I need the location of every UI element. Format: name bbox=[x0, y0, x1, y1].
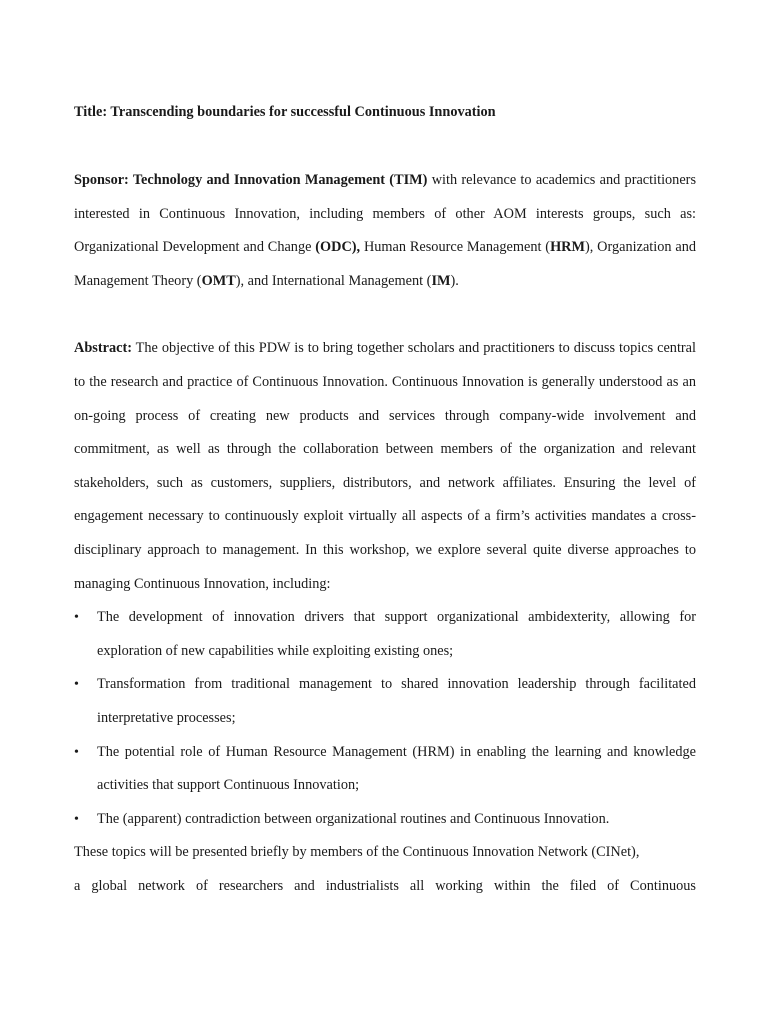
list-item bbox=[74, 736, 696, 803]
sponsor-odc: (ODC), bbox=[315, 239, 361, 256]
sponsor-text-2: Human Resource Management ( bbox=[360, 239, 551, 256]
document-page bbox=[74, 98, 696, 903]
bullet-icon: • bbox=[74, 677, 79, 693]
document-title bbox=[74, 98, 696, 126]
sponsor-label: Sponsor: Technology and Innovation Management (TIM) bbox=[74, 172, 428, 188]
list-item-text: The (apparent) contradiction between organizational routines and Continuous Innovation. bbox=[97, 810, 610, 827]
abstract-label: Abstract: bbox=[74, 340, 132, 357]
bullet-icon: • bbox=[74, 811, 79, 827]
list-item bbox=[74, 803, 696, 837]
sponsor-text-1: with relevance to academics and practitioners interested in Continuous Innovation, including members of other AOM interests groups, such as: Organizational Development and Change bbox=[74, 172, 697, 256]
sponsor-paragraph bbox=[74, 164, 696, 298]
sponsor-omt: OMT bbox=[201, 272, 236, 289]
sponsor-hrm: HRM bbox=[550, 239, 586, 256]
closing-line-1: These topics will be presented briefly by members of the Continuous Innovation Network (CINet), bbox=[74, 844, 640, 861]
sponsor-text-3: ), Organization and Management Theory ( bbox=[74, 239, 696, 289]
bullet-icon: • bbox=[74, 610, 79, 626]
list-item-text: The development of innovation drivers that support organizational ambidexterity, allowing for exploration of new capabilities while exploiting existing ones; bbox=[97, 609, 696, 659]
list-item-text: Transformation from traditional management to shared innovation leadership through facilitated interpretative processes; bbox=[97, 676, 696, 726]
abstract-paragraph bbox=[74, 332, 696, 601]
list-item bbox=[74, 601, 696, 668]
bullet-icon: • bbox=[74, 744, 79, 760]
title-label: Title: bbox=[74, 104, 108, 120]
closing-line-2: a global network of researchers and industrialists all working within the filed of Continuous bbox=[74, 877, 696, 894]
abstract-text: The objective of this PDW is to bring together scholars and practitioners to discuss topics central to the research and practice of Continuous Innovation. Continuous Innovation is generally understood as an on-going process of creating new products and services through company-wide involvement and commitment, as well as through the collaboration between members of the organization and relevant stakeholders, such as customers, suppliers, distributors, and network affiliates. Ensuring the level of engagement necessary to continuously exploit virtually all aspects of a firm’s activities mandates a cross-disciplinary approach to management. In this workshop, we explore several quite diverse approaches to managing Continuous Innovation, including: bbox=[74, 340, 696, 592]
topic-list bbox=[74, 601, 696, 836]
sponsor-text-4: ), and International Management ( bbox=[235, 272, 432, 289]
list-item bbox=[74, 668, 696, 735]
sponsor-im: IM bbox=[431, 272, 451, 289]
list-item-text: The potential role of Human Resource Management (HRM) in enabling the learning and knowledge activities that support Continuous Innovation; bbox=[97, 743, 696, 794]
sponsor-text-5: ). bbox=[450, 272, 459, 289]
title-text: Transcending boundaries for successful Continuous Innovation bbox=[110, 104, 496, 120]
